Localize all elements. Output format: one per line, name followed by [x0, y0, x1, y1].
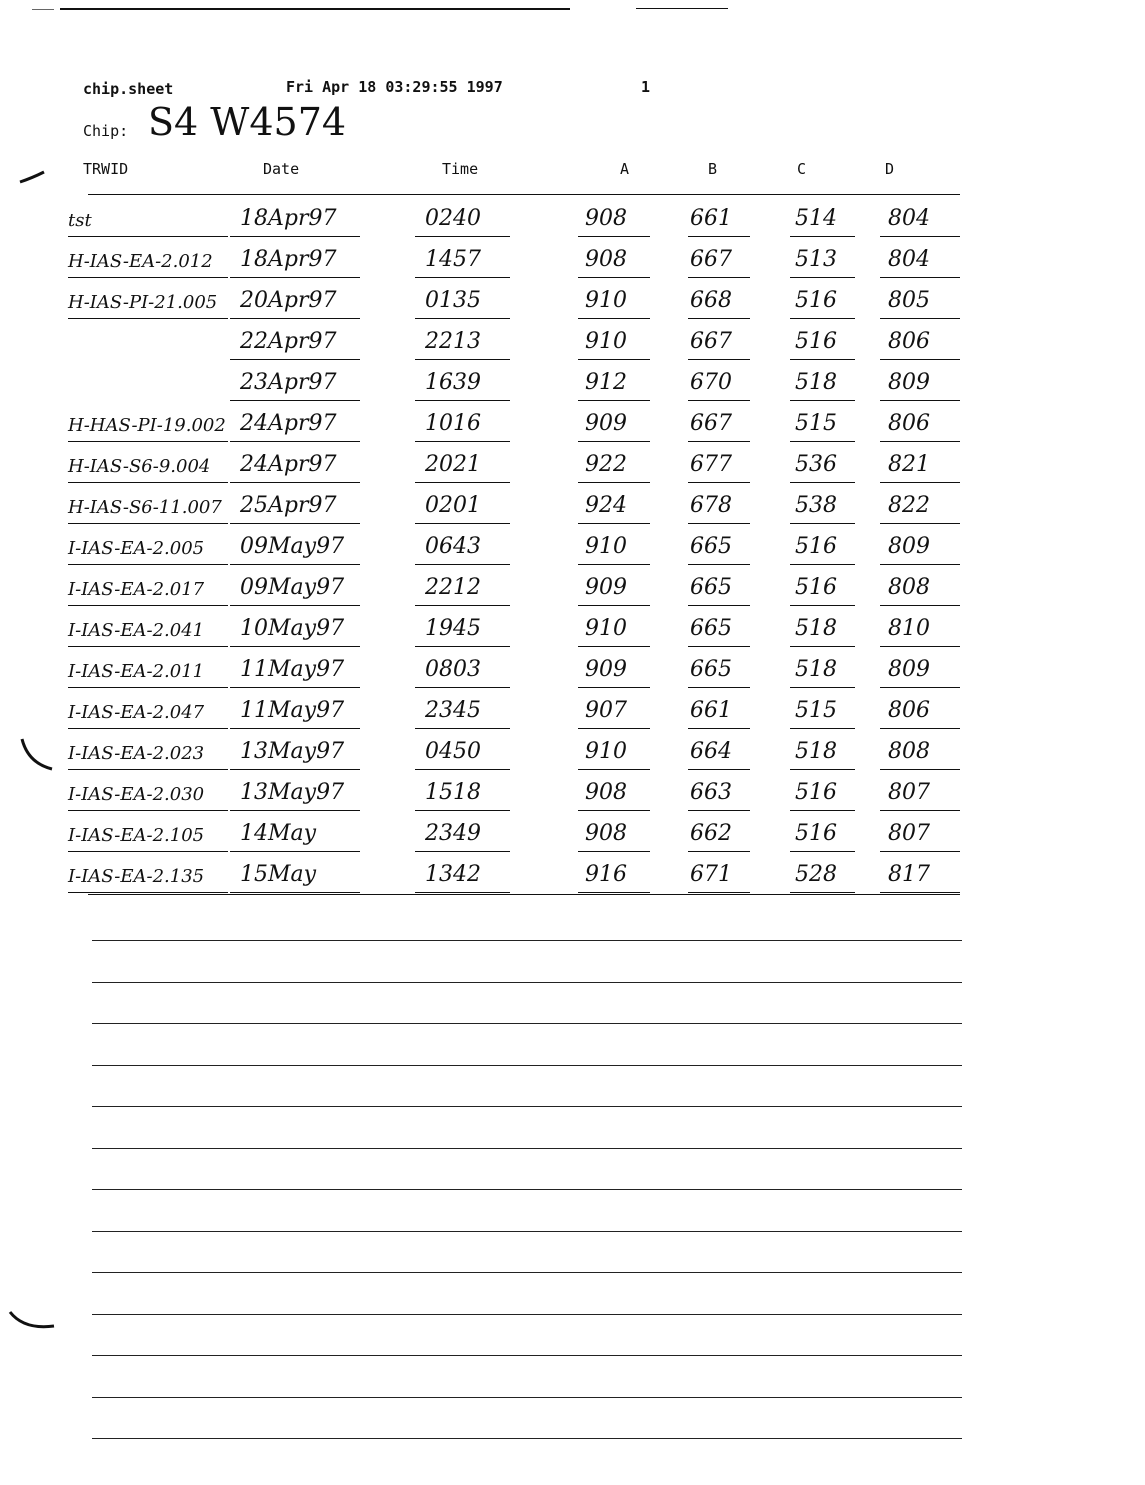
cell-underline: [230, 482, 360, 483]
cell-a: 908: [585, 780, 627, 805]
cell-underline: [578, 646, 650, 647]
cell-c: 515: [795, 698, 837, 723]
cell-underline: [68, 728, 228, 729]
cell-underline: [790, 277, 855, 278]
cell-underline: [230, 646, 360, 647]
cell-b: 664: [690, 739, 732, 764]
cell-c: 514: [795, 206, 837, 231]
cell-c: 538: [795, 493, 837, 518]
cell-underline: [790, 646, 855, 647]
cell-d: 804: [888, 206, 930, 231]
cell-date: 24Apr97: [240, 411, 337, 436]
column-header-b: B: [708, 160, 718, 178]
cell-underline: [415, 605, 510, 606]
cell-date: 10May97: [240, 616, 345, 641]
cell-underline: [688, 482, 750, 483]
cell-underline: [578, 769, 650, 770]
cell-a: 910: [585, 288, 627, 313]
cell-time: 2021: [425, 452, 481, 477]
cell-underline: [230, 851, 360, 852]
column-header-d: D: [885, 160, 895, 178]
table-row: [0, 690, 1145, 731]
cell-trwid: I-IAS-EA-2.017: [68, 579, 205, 600]
cell-underline: [880, 277, 960, 278]
cell-underline: [68, 277, 228, 278]
cell-underline: [578, 482, 650, 483]
cell-underline: [688, 400, 750, 401]
cell-underline: [415, 564, 510, 565]
cell-underline: [68, 851, 228, 852]
cell-time: 2349: [425, 821, 481, 846]
cell-c: 516: [795, 780, 837, 805]
cell-a: 909: [585, 575, 627, 600]
cell-underline: [688, 605, 750, 606]
cell-time: 0240: [425, 206, 481, 231]
cell-a: 908: [585, 247, 627, 272]
cell-underline: [790, 892, 855, 893]
cell-trwid: I-IAS-EA-2.105: [68, 825, 205, 846]
cell-underline: [688, 810, 750, 811]
cell-b: 661: [690, 698, 732, 723]
blank-line: [92, 1272, 962, 1273]
cell-trwid: H-IAS-EA-2.012: [68, 251, 213, 272]
cell-underline: [415, 318, 510, 319]
cell-trwid: I-IAS-EA-2.135: [68, 866, 205, 887]
cell-underline: [230, 687, 360, 688]
cell-time: 2212: [425, 575, 481, 600]
cell-d: 808: [888, 575, 930, 600]
blank-line: [92, 1106, 962, 1107]
cell-a: 907: [585, 698, 627, 723]
margin-tick-mark: [18, 735, 54, 775]
table-row: [0, 813, 1145, 854]
cell-underline: [578, 605, 650, 606]
cell-d: 806: [888, 698, 930, 723]
column-header-trwid: TRWID: [83, 160, 129, 178]
cell-underline: [880, 318, 960, 319]
cell-b: 665: [690, 575, 732, 600]
cell-c: 518: [795, 657, 837, 682]
margin-tick-mark: [8, 1308, 56, 1338]
cell-underline: [68, 318, 228, 319]
scan-artifact-line: [32, 9, 54, 10]
chip-value: S4 W4574: [148, 100, 347, 144]
cell-date: 20Apr97: [240, 288, 337, 313]
cell-time: 1518: [425, 780, 481, 805]
cell-underline: [880, 892, 960, 893]
cell-underline: [880, 605, 960, 606]
cell-a: 910: [585, 534, 627, 559]
cell-underline: [880, 441, 960, 442]
cell-a: 912: [585, 370, 627, 395]
cell-time: 0803: [425, 657, 481, 682]
cell-date: 11May97: [240, 698, 345, 723]
cell-underline: [68, 605, 228, 606]
blank-line: [92, 982, 962, 983]
cell-underline: [880, 646, 960, 647]
cell-underline: [790, 564, 855, 565]
cell-underline: [688, 236, 750, 237]
cell-underline: [415, 892, 510, 893]
cell-underline: [880, 728, 960, 729]
cell-d: 806: [888, 329, 930, 354]
cell-date: 18Apr97: [240, 247, 337, 272]
cell-date: 22Apr97: [240, 329, 337, 354]
cell-underline: [578, 564, 650, 565]
cell-underline: [230, 441, 360, 442]
cell-date: 18Apr97: [240, 206, 337, 231]
cell-b: 662: [690, 821, 732, 846]
cell-underline: [688, 769, 750, 770]
cell-trwid: I-IAS-EA-2.047: [68, 702, 205, 723]
cell-underline: [578, 851, 650, 852]
column-header-time: Time: [442, 160, 479, 178]
cell-c: 516: [795, 821, 837, 846]
cell-underline: [880, 523, 960, 524]
cell-underline: [790, 687, 855, 688]
blank-line: [92, 940, 962, 941]
cell-underline: [880, 564, 960, 565]
cell-c: 518: [795, 370, 837, 395]
cell-underline: [68, 482, 228, 483]
cell-date: 13May97: [240, 780, 345, 805]
cell-d: 807: [888, 780, 930, 805]
cell-underline: [880, 482, 960, 483]
cell-date: 25Apr97: [240, 493, 337, 518]
blank-line: [92, 1065, 962, 1066]
cell-b: 670: [690, 370, 732, 395]
cell-underline: [415, 400, 510, 401]
cell-underline: [68, 236, 228, 237]
cell-underline: [68, 441, 228, 442]
cell-date: 15May: [240, 862, 317, 887]
cell-underline: [790, 523, 855, 524]
cell-underline: [688, 728, 750, 729]
cell-b: 667: [690, 411, 732, 436]
cell-time: 0450: [425, 739, 481, 764]
blank-line: [92, 1189, 962, 1190]
scan-artifact-line: [636, 8, 728, 9]
sheet-filename: chip.sheet: [83, 80, 174, 98]
cell-time: 0135: [425, 288, 481, 313]
cell-underline: [790, 769, 855, 770]
blank-line: [92, 1148, 962, 1149]
blank-line: [92, 1314, 962, 1315]
cell-underline: [230, 400, 360, 401]
cell-c: 536: [795, 452, 837, 477]
column-header-c: C: [797, 160, 807, 178]
cell-b: 671: [690, 862, 732, 887]
cell-underline: [578, 441, 650, 442]
cell-a: 908: [585, 206, 627, 231]
cell-underline: [790, 728, 855, 729]
cell-trwid: H-IAS-S6-11.007: [68, 497, 222, 518]
cell-underline: [790, 851, 855, 852]
cell-underline: [68, 892, 228, 893]
cell-underline: [688, 892, 750, 893]
cell-date: 14May: [240, 821, 317, 846]
cell-trwid: I-IAS-EA-2.005: [68, 538, 205, 559]
cell-c: 515: [795, 411, 837, 436]
cell-d: 821: [888, 452, 930, 477]
cell-underline: [790, 441, 855, 442]
cell-trwid: I-IAS-EA-2.041: [68, 620, 205, 641]
cell-time: 1945: [425, 616, 481, 641]
cell-underline: [230, 769, 360, 770]
cell-underline: [578, 277, 650, 278]
cell-underline: [688, 564, 750, 565]
cell-underline: [578, 810, 650, 811]
blank-line: [92, 1397, 962, 1398]
cell-b: 665: [690, 616, 732, 641]
cell-trwid: H-HAS-PI-19.002: [68, 415, 226, 436]
cell-d: 808: [888, 739, 930, 764]
cell-underline: [230, 728, 360, 729]
cell-underline: [688, 359, 750, 360]
cell-time: 1342: [425, 862, 481, 887]
cell-underline: [415, 646, 510, 647]
cell-b: 668: [690, 288, 732, 313]
cell-underline: [68, 769, 228, 770]
cell-underline: [415, 236, 510, 237]
cell-c: 528: [795, 862, 837, 887]
cell-underline: [688, 523, 750, 524]
cell-underline: [790, 318, 855, 319]
cell-a: 924: [585, 493, 627, 518]
cell-d: 817: [888, 862, 930, 887]
blank-line: [92, 1023, 962, 1024]
margin-tick-mark: [18, 168, 48, 188]
scan-artifact-line: [60, 8, 570, 10]
cell-underline: [880, 400, 960, 401]
cell-d: 809: [888, 370, 930, 395]
sheet-timestamp: Fri Apr 18 03:29:55 1997: [286, 78, 503, 96]
cell-underline: [230, 277, 360, 278]
table-row: [0, 362, 1145, 403]
cell-time: 1457: [425, 247, 481, 272]
cell-trwid: H-IAS-PI-21.005: [68, 292, 218, 313]
cell-date: 09May97: [240, 534, 345, 559]
cell-underline: [230, 359, 360, 360]
cell-underline: [790, 359, 855, 360]
cell-underline: [415, 441, 510, 442]
table-row: [0, 280, 1145, 321]
cell-d: 810: [888, 616, 930, 641]
cell-a: 922: [585, 452, 627, 477]
page-number: 1: [641, 78, 651, 96]
cell-underline: [578, 318, 650, 319]
cell-underline: [415, 769, 510, 770]
table-row: [0, 772, 1145, 813]
cell-underline: [68, 810, 228, 811]
cell-underline: [880, 851, 960, 852]
cell-d: 806: [888, 411, 930, 436]
cell-underline: [688, 646, 750, 647]
cell-c: 516: [795, 288, 837, 313]
cell-underline: [68, 564, 228, 565]
cell-time: 2213: [425, 329, 481, 354]
cell-a: 910: [585, 739, 627, 764]
cell-b: 667: [690, 247, 732, 272]
cell-underline: [415, 728, 510, 729]
cell-underline: [415, 851, 510, 852]
cell-b: 661: [690, 206, 732, 231]
table-row: [0, 608, 1145, 649]
cell-underline: [68, 687, 228, 688]
cell-underline: [230, 564, 360, 565]
cell-underline: [880, 359, 960, 360]
cell-d: 809: [888, 657, 930, 682]
cell-trwid: H-IAS-S6-9.004: [68, 456, 211, 477]
cell-c: 518: [795, 739, 837, 764]
cell-date: 13May97: [240, 739, 345, 764]
table-row: [0, 854, 1145, 895]
cell-b: 678: [690, 493, 732, 518]
cell-underline: [578, 687, 650, 688]
cell-underline: [415, 482, 510, 483]
cell-trwid: I-IAS-EA-2.023: [68, 743, 205, 764]
cell-underline: [230, 523, 360, 524]
table-row: [0, 444, 1145, 485]
table-row: [0, 321, 1145, 362]
cell-a: 910: [585, 329, 627, 354]
cell-underline: [415, 277, 510, 278]
cell-underline: [880, 236, 960, 237]
cell-b: 663: [690, 780, 732, 805]
cell-underline: [68, 523, 228, 524]
cell-underline: [415, 523, 510, 524]
cell-c: 513: [795, 247, 837, 272]
cell-date: 11May97: [240, 657, 345, 682]
cell-c: 518: [795, 616, 837, 641]
table-row: [0, 526, 1145, 567]
cell-underline: [790, 236, 855, 237]
row-rule: [88, 894, 960, 895]
blank-line: [92, 1231, 962, 1232]
blank-line: [92, 1355, 962, 1356]
cell-underline: [415, 687, 510, 688]
cell-d: 822: [888, 493, 930, 518]
cell-underline: [880, 810, 960, 811]
cell-time: 1639: [425, 370, 481, 395]
cell-underline: [578, 892, 650, 893]
cell-underline: [68, 646, 228, 647]
column-header-a: A: [620, 160, 630, 178]
cell-trwid: I-IAS-EA-2.011: [68, 661, 205, 682]
cell-underline: [230, 318, 360, 319]
cell-underline: [230, 892, 360, 893]
chip-label: Chip:: [83, 122, 129, 140]
cell-a: 908: [585, 821, 627, 846]
cell-underline: [688, 687, 750, 688]
cell-underline: [230, 605, 360, 606]
cell-d: 807: [888, 821, 930, 846]
table-row: [0, 567, 1145, 608]
cell-underline: [578, 400, 650, 401]
cell-time: 0201: [425, 493, 481, 518]
cell-underline: [790, 605, 855, 606]
cell-underline: [578, 523, 650, 524]
cell-a: 910: [585, 616, 627, 641]
cell-underline: [790, 482, 855, 483]
cell-date: 09May97: [240, 575, 345, 600]
cell-a: 916: [585, 862, 627, 887]
cell-trwid: I-IAS-EA-2.030: [68, 784, 205, 805]
cell-a: 909: [585, 657, 627, 682]
cell-c: 516: [795, 329, 837, 354]
cell-c: 516: [795, 534, 837, 559]
header-rule: [88, 194, 960, 195]
cell-time: 1016: [425, 411, 481, 436]
cell-b: 665: [690, 657, 732, 682]
cell-c: 516: [795, 575, 837, 600]
cell-underline: [880, 769, 960, 770]
cell-d: 805: [888, 288, 930, 313]
blank-line: [92, 1438, 962, 1439]
table-row: [0, 239, 1145, 280]
cell-d: 804: [888, 247, 930, 272]
cell-date: 23Apr97: [240, 370, 337, 395]
cell-underline: [790, 400, 855, 401]
cell-underline: [688, 441, 750, 442]
cell-trwid: tst: [68, 210, 92, 231]
cell-underline: [790, 810, 855, 811]
cell-underline: [880, 687, 960, 688]
cell-underline: [578, 359, 650, 360]
cell-d: 809: [888, 534, 930, 559]
cell-a: 909: [585, 411, 627, 436]
cell-underline: [415, 359, 510, 360]
table-row: [0, 403, 1145, 444]
cell-time: 2345: [425, 698, 481, 723]
cell-b: 667: [690, 329, 732, 354]
table-row: [0, 485, 1145, 526]
cell-underline: [688, 318, 750, 319]
cell-underline: [230, 236, 360, 237]
cell-underline: [578, 236, 650, 237]
cell-underline: [688, 851, 750, 852]
table-row: [0, 731, 1145, 772]
cell-date: 24Apr97: [240, 452, 337, 477]
table-row: [0, 649, 1145, 690]
cell-underline: [688, 277, 750, 278]
cell-underline: [230, 810, 360, 811]
cell-b: 665: [690, 534, 732, 559]
cell-underline: [415, 810, 510, 811]
table-row: [0, 198, 1145, 239]
cell-time: 0643: [425, 534, 481, 559]
cell-underline: [578, 728, 650, 729]
cell-b: 677: [690, 452, 732, 477]
column-header-date: Date: [263, 160, 300, 178]
